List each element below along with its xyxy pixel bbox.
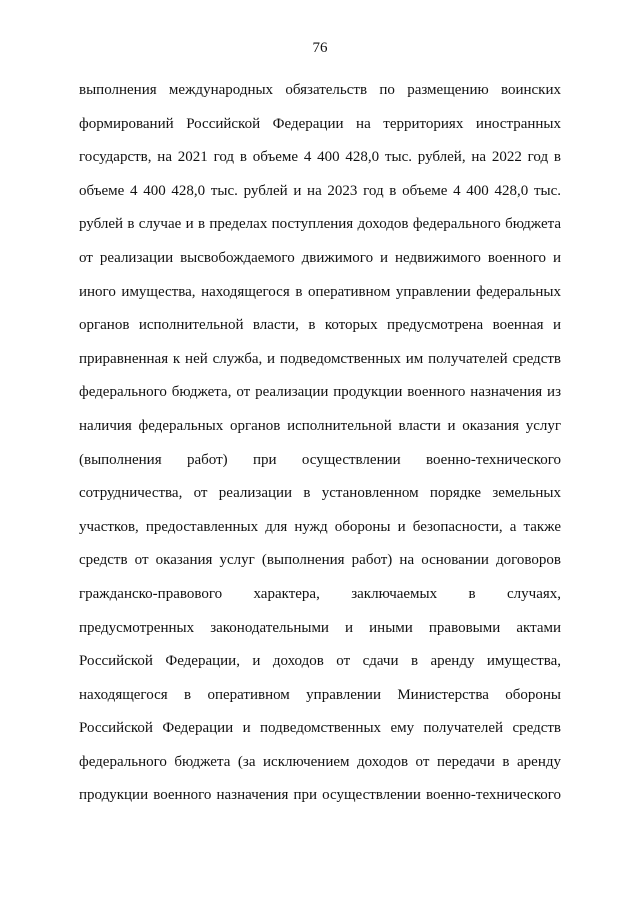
text-line: средств от оказания услуг (выполнения работ) на основании договоров	[79, 552, 561, 569]
text-line: государств, на 2021 год в объеме 4 400 428,0 тыс. рублей, на 2022 год в	[79, 149, 561, 166]
text-line: Российской Федерации и подведомственных ему получателей средств	[79, 720, 561, 737]
text-line: рублей в случае и в пределах поступления доходов федерального бюджета	[79, 216, 561, 233]
text-line: находящегося в оперативном управлении Министерства обороны	[79, 686, 561, 703]
text-line: наличия федеральных органов исполнительной власти и оказания услуг	[79, 417, 561, 434]
page-number: 76	[312, 40, 328, 56]
body-text	[79, 74, 561, 813]
text-line: Российской Федерации, и доходов от сдачи в аренду имущества,	[79, 653, 561, 670]
text-line: сотрудничества, от реализации в установленном порядке земельных	[79, 485, 561, 502]
text-line: предусмотренных законодательными и иными правовыми актами	[79, 619, 561, 636]
text-line: федерального бюджета (за исключением доходов от передачи в аренду	[79, 753, 561, 770]
text-line: органов исполнительной власти, в которых предусмотрена военная и	[79, 317, 561, 334]
text-line: от реализации высвобождаемого движимого и недвижимого военного и	[79, 249, 561, 266]
text-line: продукции военного назначения при осуществлении военно-технического	[79, 787, 561, 804]
text-line: приравненная к ней служба, и подведомственных им получателей средств	[79, 350, 561, 367]
text-line: объеме 4 400 428,0 тыс. рублей и на 2023 год в объеме 4 400 428,0 тыс.	[79, 182, 561, 199]
text-line: федерального бюджета, от реализации продукции военного назначения из	[79, 384, 561, 401]
text-line: гражданско-правового характера, заключаемых в случаях,	[79, 585, 561, 602]
text-line: участков, предоставленных для нужд обороны и безопасности, а также	[79, 518, 561, 535]
text-line: выполнения международных обязательств по размещению воинских	[79, 82, 561, 98]
text-line: формирований Российской Федерации на территориях иностранных	[79, 115, 561, 132]
text-line: (выполнения работ) при осуществлении военно-технического	[79, 451, 561, 468]
text-line: иного имущества, находящегося в оперативном управлении федеральных	[79, 283, 561, 300]
